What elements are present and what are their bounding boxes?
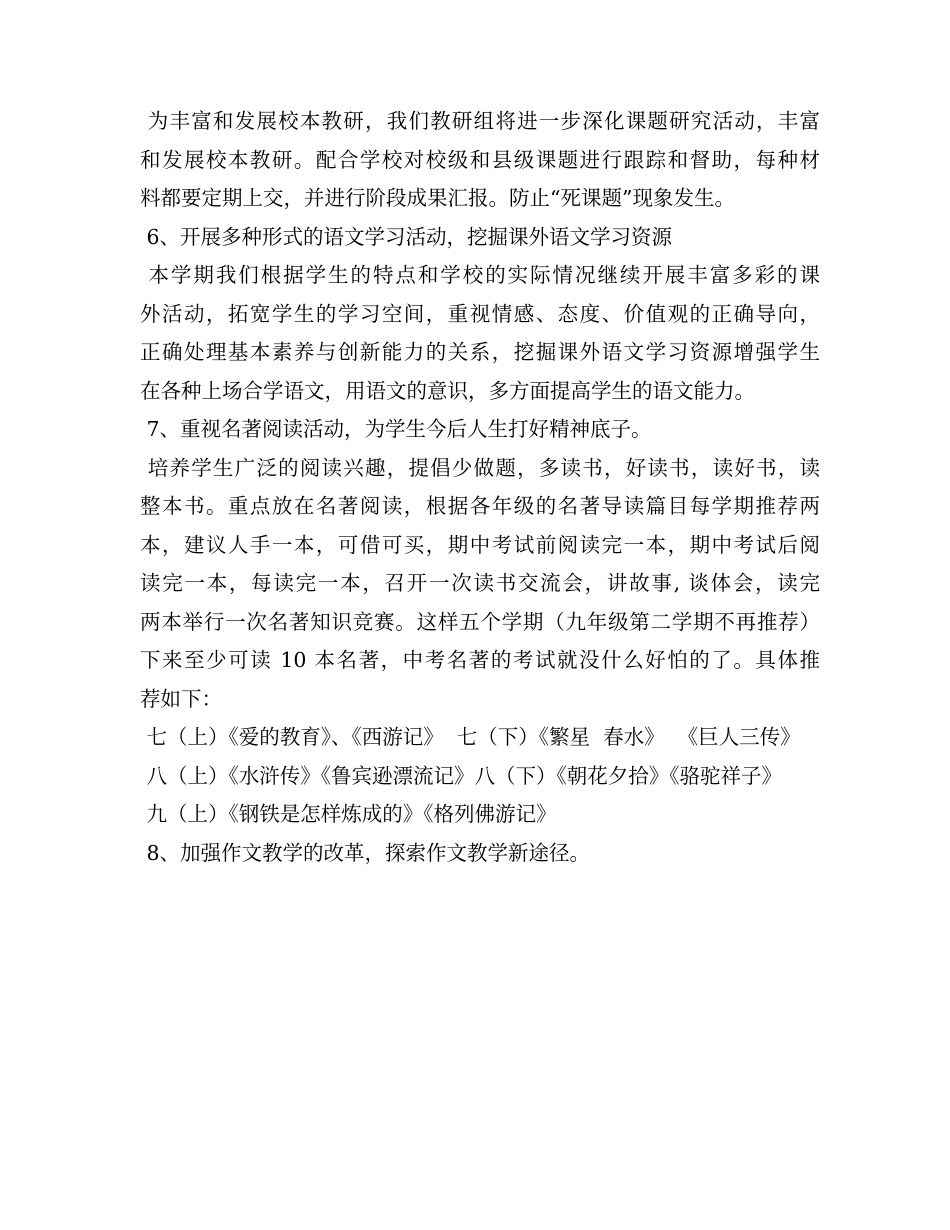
paragraph-line: 和发展校本教研。配合学校对校级和县级课题进行跟踪和督助，每种材	[140, 147, 820, 172]
paragraph-line: 本学期我们根据学生的特点和学校的实际情况继续开展丰富多彩的课	[140, 263, 820, 287]
paragraph-line: 荐如下：	[140, 686, 222, 711]
section-heading: 7、重视名著阅读活动，为学生今后人生打好精神底子。	[140, 417, 652, 441]
book-list-line: 八（上）《水浒传》《鲁宾逊漂流记》八（下）《朝花夕拾》《骆驼祥子》	[140, 763, 783, 788]
book-list-line: 七（上）《爱的教育》、《西游记》 七（下）《繁星 春水》 《巨人三传》	[140, 725, 801, 749]
paragraph-line: 在各种上场合学语文，用语文的意识，多方面提高学生的语文能力。	[140, 378, 755, 403]
book-list-line: 九（上）《钢铁是怎样炼成的》《格列佛游记》	[140, 802, 557, 826]
paragraph-line: 下来至少可读 10 本名著，中考名著的考试就没什么好怕的了。具体推	[140, 648, 820, 672]
paragraph-line: 为丰富和发展校本教研，我们教研组将进一步深化课题研究活动，丰富	[140, 109, 820, 133]
paragraph-line: 读完一本，每读完一本，召开一次读书交流会，讲故事, 谈体会，读完	[140, 571, 820, 595]
paragraph-line: 本，建议人手一本，可借可买，期中考试前阅读完一本，期中考试后阅	[140, 532, 820, 557]
paragraph-line: 料都要定期上交，并进行阶段成果汇报。防止“死课题”现象发生。	[140, 186, 735, 210]
paragraph-line: 两本举行一次名著知识竞赛。这样五个学期（九年级第二学期不再推荐）	[140, 609, 820, 634]
document-body	[140, 102, 820, 872]
paragraph-line: 培养学生广泛的阅读兴趣，提倡少做题，多读书，好读书，读好书，读	[140, 455, 820, 480]
paragraph-line: 整本书。重点放在名著阅读，根据各年级的名著导读篇目每学期推荐两	[140, 494, 820, 518]
section-heading: 8、加强作文教学的改革，探索作文教学新途径。	[140, 840, 591, 865]
paragraph-line: 外活动，拓宽学生的学习空间，重视情感、态度、价值观的正确导向，	[140, 301, 820, 326]
section-heading: 6、开展多种形式的语文学习活动，挖掘课外语文学习资源	[140, 224, 673, 249]
paragraph-line: 正确处理基本素养与创新能力的关系，挖掘课外语文学习资源增强学生	[140, 340, 820, 364]
